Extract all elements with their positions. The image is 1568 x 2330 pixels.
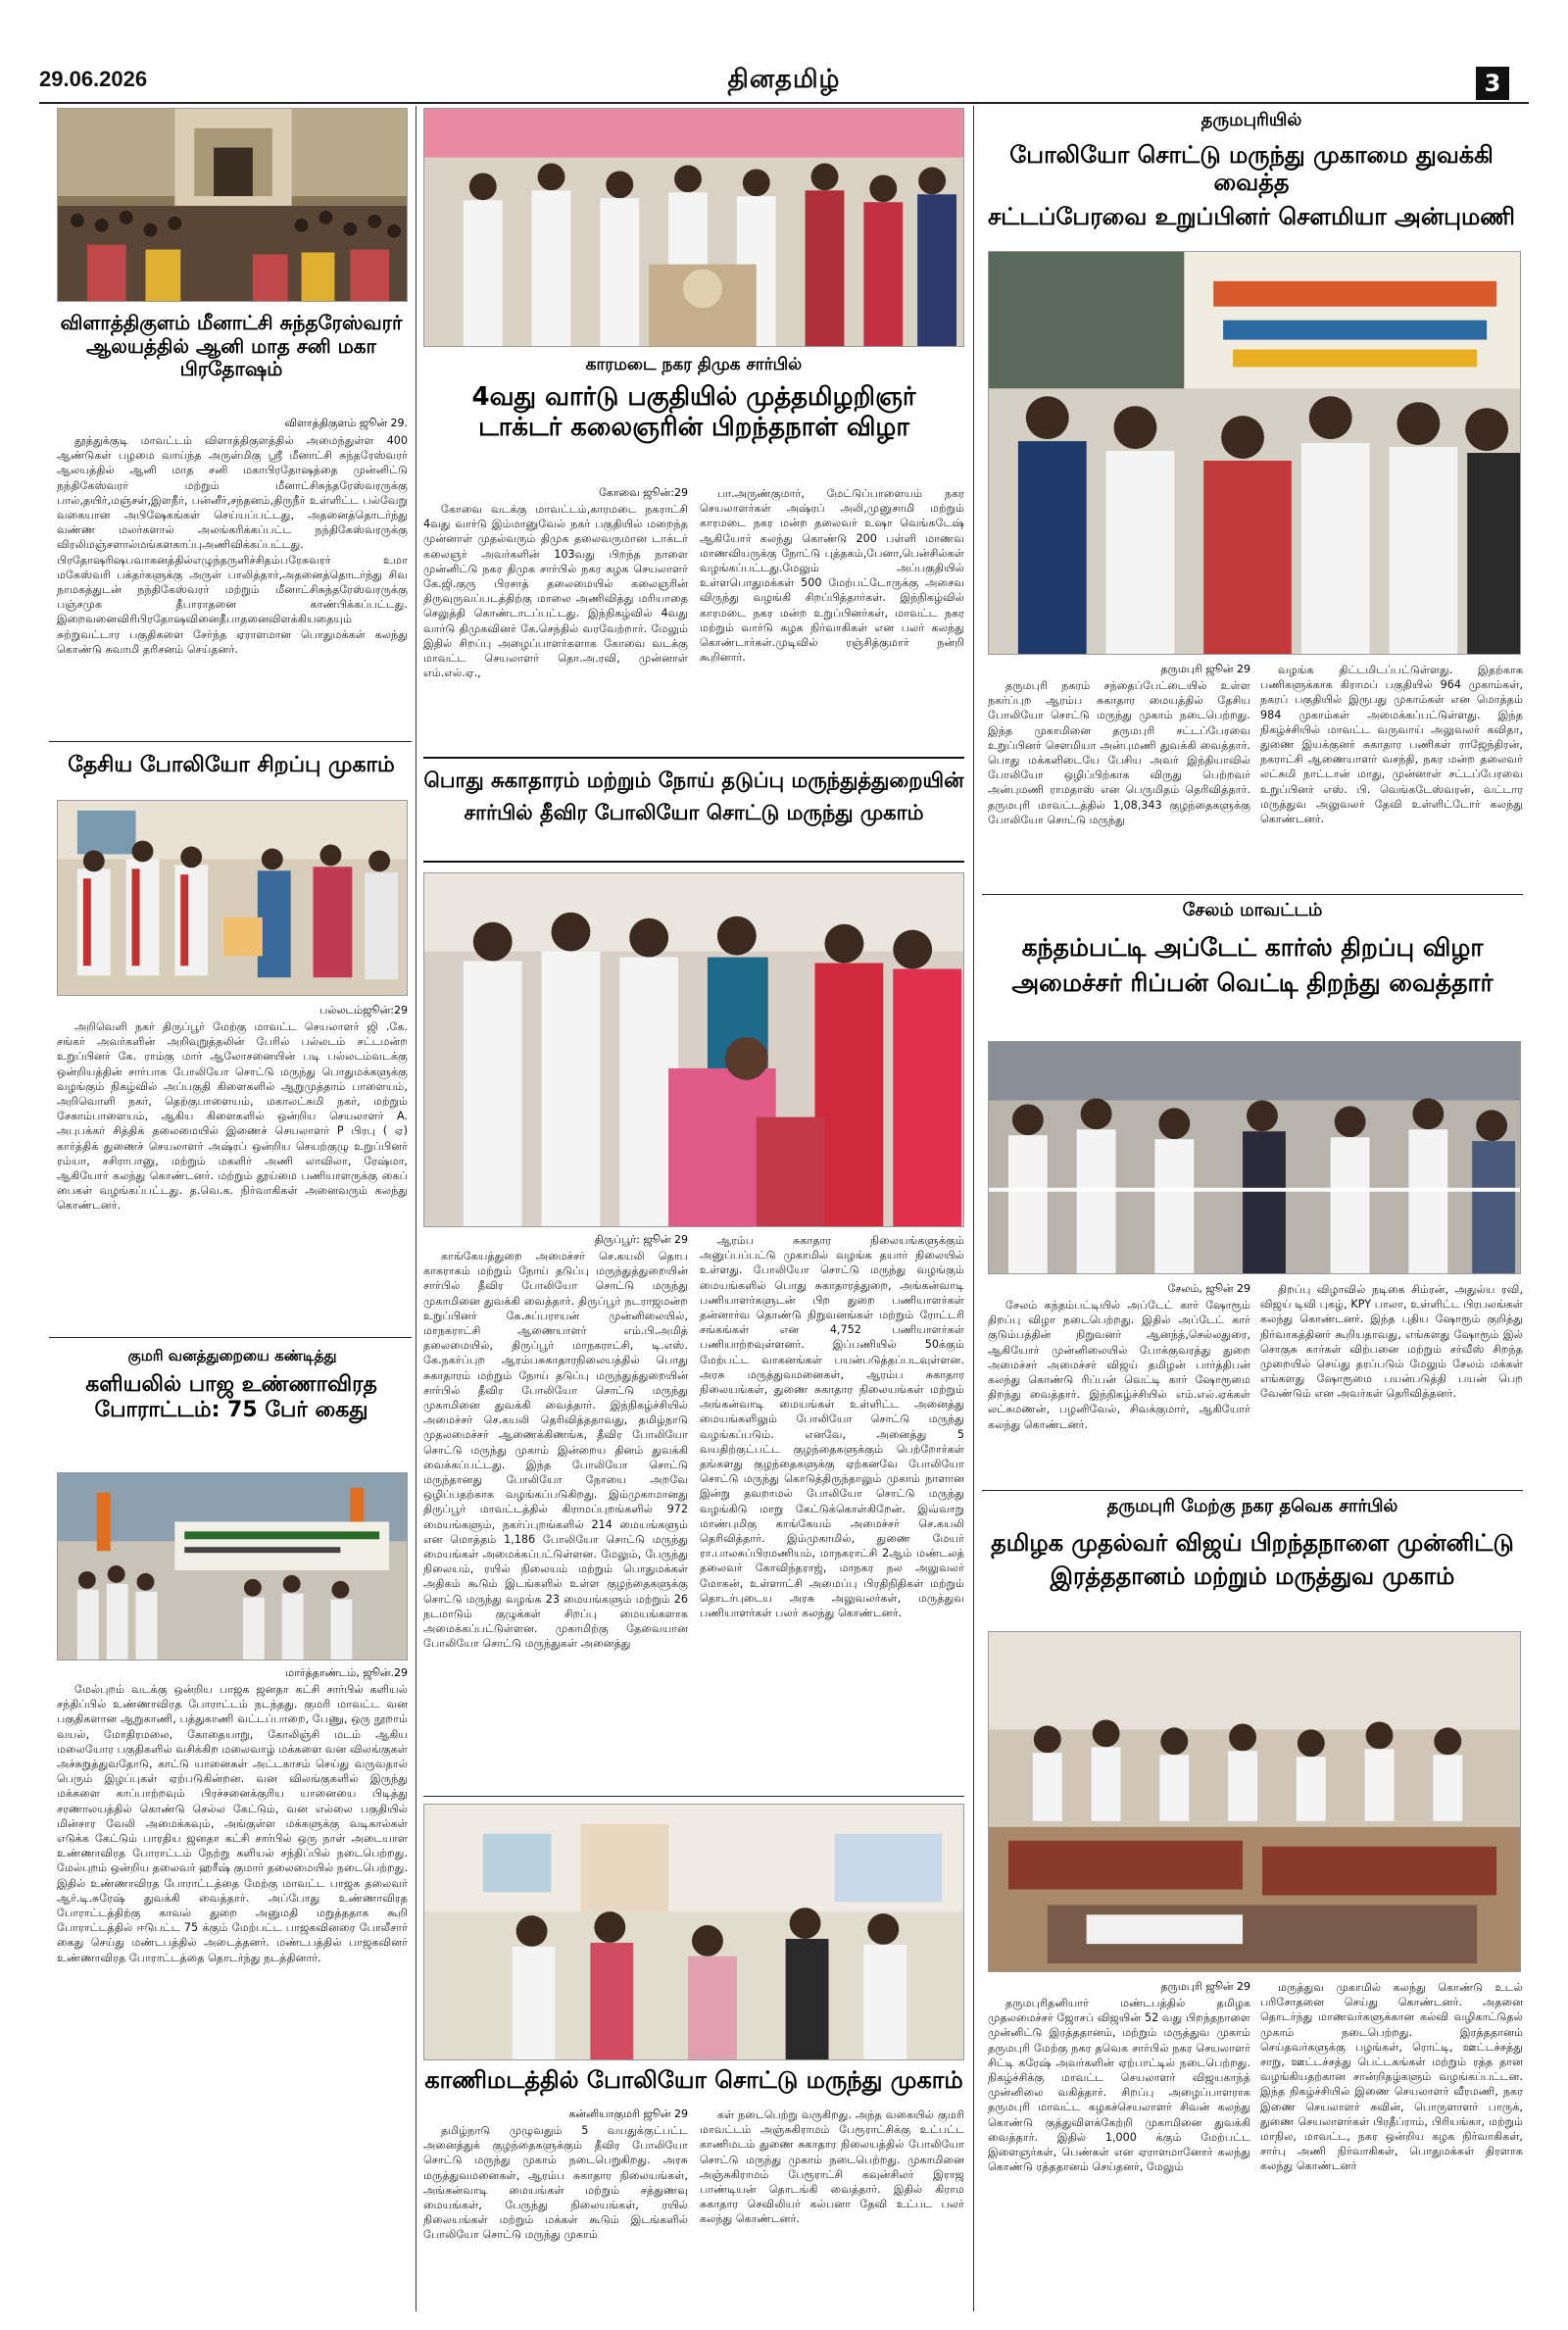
col3-story1-body-left	[988, 678, 1250, 886]
kalaignar-birthday-photo	[423, 108, 964, 347]
showroom-opening-photo	[988, 1041, 1521, 1274]
col2-story1-body-right-text: பா.அருண்குமார், மேட்டுப்பாளையம் நகர செயலாளர்கள் அஷ்ரப் அலி,முனுசாமி மற்றும் காரமடை நகர மன்ற தலைவர் உஷா வெங்கடேஷ் ஆகியோர் கலந்து கொண்டு 200 பள்ளி மாணவ மாணவியருக்கு நோட்டு புத்தகம்,பேனா,பென்சில்கள் வழங்கப்பட்டது.மேலும் அப்பகுதியில் உள்ளபொதுமக்கள் 500 மேற்பட்டோருக்கு அசைவ விருந்து வழங்கி சிறப்பித்தார்கள். இந்நிகழ்வில் காரமடை நகர மன்ற உறுப்பினர்கள், மாவட்ட நகர மற்றும் வார்டு கழக நிர்வாகிகள் என பலர் கலந்து கொண்டார்கள்.முடிவில் ரஞ்சித்குமார் நன்றி கூறினார்.	[700, 487, 964, 665]
col3-story1-body-left-text: தருமபுரி நகரம் சந்தைப்பேட்டையில் உள்ள நகர்ப்புற ஆரம்ப சுகாதார மையத்தில் தேசிய போலியோ சொட்டு மருந்து முகாம் நடைபெற்றது. இந்த முகாமினை தருமபுரி சட்டப்பேரவை உறுப்பினர் சௌமியா அன்புமணி துவக்கி வைத்தார். பொது மக்களிடையே பேசிய அவர் இந்தியாவில் போலியோ ஒழிப்பிற்காக விருது பெற்றவர் அன்புமணி ராமதாஸ் என பெருமிதம் தெரிவித்தார். தருமபுரி மாவட்டத்தில் 1,08,343 குழந்தைகளுக்கு போலியோ சொட்டு மருந்து	[988, 679, 1250, 826]
col3-story3-headline	[982, 1529, 1523, 1591]
story2-body	[57, 1019, 408, 1331]
story2-dateline: பல்லடம்ஜூன்:29	[319, 1004, 408, 1016]
col3-story2-body-left-text: சேலம் கந்தம்பட்டியில் அப்டேட் கார் ஷோரூம் திறப்பு விழா நடைபெற்றது. இதில் அப்டேட் கார் குடும்பத்தின் நிறுவனர் ஆனந்த்,செல்லதுரை, ஆகியோர் முன்னிலையில் போக்குவரத்து துறை அமைச்சர் அமைச்சர் விஜய் தமிழன் பார்த்திபன் கலந்து கொண்டு ரிப்பன் வெட்டி கார் ஷோரூமை திறந்து வைத்தார். இந்நிகழ்ச்சியில் எம்.எல்.ஏக்கள் லட்சுமணன், பழனிவேல், சிவக்குமார், ஆகியோர் கலந்து கொண்டனர்.	[988, 1299, 1250, 1431]
story3-headline-line1: களியலில் பாஜ உண்ணாவிரத	[85, 1372, 377, 1397]
col2-story1-dateline: கோவை ஜூன்:29	[599, 486, 688, 499]
col3-story1-body-right	[1260, 663, 1523, 886]
col3-story2-body-right-text: திறப்பு விழாவில் நடிகை சிம்ரன், அதுல்ய ரவி, விஜய் டிவி புகழ், KPY பாலா, உள்ளிட்ட பிரபலங்கள் கலந்து கொண்டனர். இந்த புதிய ஷோரூம் குறித்து நிர்வாகத்தினர் கூறியதாவது, எங்களது ஷோரூம் இல் சொகுசு கார்கள் விற்பனை மற்றும் சர்வீஸ் சிறந்த முறையில் செய்து தரப்படும் மேலும் சேலம் மக்கள் எங்களது ஷோரூமை பயன்படுத்தி பயன் பெற வேண்டும் என அவர்கள் தெரிவித்தனர்.	[1260, 1283, 1523, 1401]
col3-story3-headline-line1: தமிழக முதல்வர் விஜய் பிறந்தநாளை முன்னிட்டு	[991, 1529, 1514, 1557]
story-divider	[423, 1796, 964, 1797]
col3-story2-body-right	[1260, 1282, 1523, 1482]
col3-story3-headline-line2: இரத்ததானம் மற்றும் மருத்துவ முகாம்	[1050, 1562, 1455, 1591]
story1-headline	[49, 312, 414, 381]
col2-story3-body-right	[700, 2107, 964, 2309]
blood-donation-photo	[988, 1631, 1521, 1972]
column-rule-2	[973, 106, 974, 2311]
col2-story1-body-left-text: கோவை வடக்கு மாவட்டம்,காரமடை நகராட்சி 4வது வார்டு இம்மானுவேல் நகர் பகுதியில் மறைந்த முன்னாள் முதல்வரும் திமுக தலைவருமான டாக்டர் கலைஞர் அவர்களின் 103வது பிறந்த நாளை முன்னிட்டு நகர திமுக சார்பில் நகர கழக செயலாளர் கே.ஜி.குரு பிரசாத் தலைமையில் கலைஞரின் திருவுருவப்படத்திற்கு மாலை அணிவித்து மரியாதை செலுத்தி கொண்டாடப்பட்டது. இந்நிகழ்வில் 4வது வார்டு திமுகவினர் கே.செந்தில் வரவேற்றார். மேலும் இதில் சிறப்பு அழைப்பாளர்களாக கோவை வடக்கு மாவட்ட செயலாளர் தொ.அ.ரவி, முன்னாள் எம்.எல்.ஏ.,	[423, 503, 688, 680]
col2-story1-body-left	[423, 502, 688, 737]
newspaper-logo: தினதமிழ்	[727, 65, 841, 94]
story-divider	[982, 1490, 1523, 1491]
col2-story1-headline-line2: டாக்டர் கலைஞரின் பிறந்தநாள் விழா	[478, 412, 909, 442]
col3-story2-dateline: சேலம், ஜூன் 29	[1167, 1282, 1250, 1295]
polio-camp-photo	[57, 800, 408, 996]
kanimadam-polio-photo	[423, 1804, 964, 2060]
page-number: 3	[1476, 67, 1509, 100]
col2-story1-headline	[423, 382, 964, 442]
story1-dateline: விளாத்திகுளம் ஜூன் 29.	[284, 417, 408, 429]
col2-story2-headline-line1: பொது சுகாதாரம் மற்றும் நோய் தடுப்பு மருந்துத்துறையின்	[423, 768, 964, 792]
col3-story1-headline	[982, 141, 1521, 230]
col3-story2-headline	[982, 933, 1523, 997]
col2-story2-body-left	[423, 1249, 688, 1788]
col3-story3-body-right	[1260, 1980, 1523, 2309]
protest-photo	[57, 1472, 408, 1661]
story-divider	[49, 741, 412, 742]
col3-story2-headline-line2: அமைச்சர் ரிப்பன் வெட்டி திறந்து வைத்தார்	[1011, 967, 1494, 997]
story2-body-text: அறிவெளி நகர் திருப்பூர் மேற்கு மாவட்ட செயலாளர் ஜி .கே. சங்கர் அவர்களின் அறிவுறுத்தலின் பேரில் பல்லடம் சட்டமன்ற உறுப்பினர் கே. ராம்கு மார் ஆலோசனையின் படி பல்லடம்வடக்கு ஒன்றியத்தின் சார்பாக போலியோ சொட்டு மருந்து பொதுமக்களுக்கு வழங்கும் நிகழ்வில் அப்பகுதி கிளைகளில் ஆறுமுத்தாம் பாளையம், அறிவொளி நகர், தெற்குபாளையம், மகாலட்சுமி நகர், மற்றும் சேகாம்பாளையம், ஆகிய கிளைகளில் ஒன்றிய செயலாளர் A. அபுபக்கர் சித்திக் தலைமையில் இணைச் செயலாளர் P பிரபு ( ஏ) கார்த்திக் துணைச் செயலாளர் அஷ்ரப் ஒன்றிய செயற்குழு உறுப்பினர் ரம்யா, சசிராபானு, மற்றும் மகளிர் அணி லாவிலா, ரேஷ்மா, ஆகியோர் கலந்து கொண்டனர். மற்றும் தூய்மை பணியாளருக்கு கைப் பைகள் வழங்கப்பட்டது. த.வெ.க. நிர்வாகிகள் அனைவரும் கலந்து கொண்டனர்.	[57, 1020, 408, 1213]
story3-kicker: குமரி வனத்துறையை கண்டித்து	[127, 1347, 337, 1364]
story3-body	[57, 1682, 408, 2309]
col3-story3-kicker: தருமபுரி மேற்கு நகர தவெக சார்பில்	[1106, 1496, 1398, 1516]
story3-dateline: மார்த்தாண்டம், ஜூன்.29	[285, 1666, 408, 1679]
col3-story2-kicker: சேலம் மாவட்டம்	[1182, 900, 1323, 920]
col3-story3-dateline: தருமபுரி ஜூன் 29	[1160, 1980, 1250, 1993]
col2-story2-body-right-text: ஆரம்ப சுகாதார நிலையங்களுக்கும் அனுப்பப்பட்டு முகாமில் வழங்க தயார் நிலையில் உள்ளது. போலியோ சொட்டு மருந்து வழங்கும் மையங்களில் பொது சுகாதாரத்துறை, அங்கன்வாடி பணியாளர்களுடன் பிற துறை பணியாளர்கள் தன்னார்வ தொண்டு நிறுவனங்கள் மற்றும் ரோட்டரி சங்கங்கள் என 4,752 பணியாளர்கள் பணியாற்றவுள்ளனர். இப்பணியில் 50க்கும் மேற்பட்ட வாகனங்கள் பயன்படுத்தப்படவுள்ளன. அரசு மருத்துவமனைகள், ஆரம்ப சுகாதார நிலையங்கள், துணை சுகாதார நிலையங்கள் மற்றும் அங்கன்வாடி மையங்கள் உள்ளிட்ட அனைத்து மையங்களிலும் போலியோ சொட்டு மருந்து வழங்கப்படும். எனவே, அனைத்து 5 வயதிற்குட்பட்ட குழந்தைகளுக்கும் பெற்றோர்கள் தங்களது குழந்தைகளுக்கு ஏற்கனவே போலியோ சொட்டு மருந்து கொடுத்திருந்தாலும் முகாம் நாளான இன்று தவறாமல் போலியோ சொட்டு மருந்து வழங்கிடு மாறு கேட்டுக்கொள்கிறேன். இவ்வாறு மாண்புமிகு காங்கேயம் அமைச்சர் செ.கயலி தெரிவித்தார். இம்முகாமில், துணை மேயர் ரா.பாலசுப்பிரமணியம், மாநகராட்சி 2ஆம் மண்டலத் தலைவர் கோவிந்தராஜ், மாநகர நல அலுவலர் மோகன், உள்ளாட்சி அமைப்பு பிரதிநிதிகள் மற்றும் தொடர்புடைய அரசு அலுவலர்கள், மருத்துவ பணியாளர்கள் பலர் கலந்து கொண்டனர்.	[700, 1234, 964, 1620]
col3-story1-headline-line1: போலியோ சொட்டு மருந்து முகாமை துவக்கி வைத்த	[1009, 141, 1494, 197]
col2-story2-body-left-text: காங்கேயத்துறை அமைச்சர் செ.கயலி தொப காகராகம் மற்றும் நோய் தடுப்பு மருந்துத்துறையின் சார்பில் தீவிர போலியோ சொட்டு மருந்து முகாமினை துவக்கி வைத்தார். திருப்பூர் நடராஜமன்ற உறுப்பினர் கே.சுப்பராயன் முன்னிலையில், மாநகராட்சி ஆணையாளர் எம்.பி.அமித் தலைமையில், திருப்பூர் மாநகராட்சி, டி.எஸ். கே.நகர்ப்புற ஆரம்பசுகாதாரநிலையத்தில் பொது சுகாதாரம் மற்றும் நோய் தடுப்பு மருந்துத்துறையின் சார்பில் தீவிர போலியோ சொட்டு மருந்து முகாமினை துவக்கி வைத்தார். இந்நிகழ்ச்சியில் அமைச்சர் செ.கயலி தெரிவித்ததாவது, தமிழ்நாடு முதலமைச்சர் ஆணைக்கிணங்க, தீவிர போலியோ சொட்டு மருந்து முகாம் இன்றைய தினம் துவக்கி வைக்கப்பட்டது. இந்த போலியோ சொட்டு மருந்தானது போலியோ நோயை அறவே ஒழிப்பதற்காக வழங்கப்படுகிறது. இம்முகாமானது திருப்பூர் மாவட்டத்தில் கிராமப்புறங்களில் 972 மையங்களும், நகர்ப்புறங்களில் 214 மையங்களும் என மொத்தம் 1,186 போலியோ சொட்டு மருந்து மையங்கள் அமைக்கப்பட்டுள்ளன. மேலும், பேருந்து நிலையம், ரயில் நிலையம் மற்றும் பொதுமக்கள் அதிகம் கூடும் இடங்களில் உள்ள குழந்தைகளுக்கு சொட்டு மருந்து வழங்க 23 மையங்களும் மற்றும் 26 நடமாடும் குழுக்கள் சிறப்பு மையங்களாக அமைக்கப்பட்டுள்ளன. முகாமிற்கு தேவையான போலியோ சொட்டு மருந்துகள் அனைத்து	[423, 1250, 688, 1651]
col3-story1-headline-line2: சட்டப்பேரவை உறுப்பினர் சௌமியா அன்புமணி	[988, 202, 1515, 230]
tiruppur-polio-photo	[423, 872, 964, 1227]
col3-story1-kicker: தருமபுரியில்	[1200, 110, 1302, 130]
story2-headline: தேசிய போலியோ சிறப்பு முகாம்	[68, 753, 395, 777]
story1-body-text: தூத்துக்குடி மாவட்டம் விளாத்திகுளத்தில் அமைந்துள்ள 400 ஆண்டுகள் பழமை வாய்ந்த அருள்மிகு ஸ்ரீ மீனாட்சி சுந்தரேஸ்வரர் ஆலயத்தில் ஆனி மாத சனி மகாபிரதோஷத்தை முன்னிட்டு நந்திகேஸ்வரர் மற்றும் மீனாட்சிசுந்தரேஸ்வரருக்கு பால்,தயிர்,மஞ்சள்,இளநீர், பன்னீர்,சந்தனம்,திருநீர் உள்ளிட்ட பல்வேறு வகையான அபிஷேகங்கள் செய்யப்பட்டது, அதனைத்தொடர்ந்து வண்ண மலர்களால் அலங்கரிக்கப்பட்ட நந்திகேஸ்வரருக்கு விரலிமஞ்சளால்மங்களகாப்புஅணிவிக்கப்பட்டது. பிரதோஷரிஷபவாகனத்தில்எழுந்தருளிச்சிதம்பரேசுவரர் உமா மகேஸ்வரி பக்தர்களுக்கு அருள் பாலித்தார்,அதனைத்தொடர்ந்து சிவ நாமகத்துடன் நந்திகேஸ்வரர் மற்றும் மீனாட்சிசுந்தரேஸ்வரருக்கு பஞ்சமுக தீபாராதனை காண்பிக்கப்பட்டது. இறைவனைவிரிபிரதோஷவினைதீபாதனைவிளக்கியதையும் சுற்றுவட்டார பகுதிகளை சேர்ந்த ஏராளமான பொதுமக்கள் கலந்து கொண்டு சுவாமி தரிசனம் செய்தனர்.	[57, 434, 408, 656]
col2-story2-headline	[423, 757, 964, 863]
temple-crowd-photo	[57, 108, 408, 302]
col3-story3-body-left	[988, 1996, 1250, 2309]
story1-body	[57, 433, 408, 733]
masthead-rule	[39, 102, 1529, 104]
story1-headline-line1: விளாத்திகுளம் மீனாட்சி சுந்தரேஸ்வரர்	[60, 311, 403, 334]
col2-story3-body-right-text: கள் நடைபெற்று வருகிறது. அந்த வகையில் குமரி மாவட்டம் அஞ்சுகிராமம் பேரூராட்சிக்கு உட்பட்ட காணிமடம் துணை சுகாதார நிலையத்தில் போலியோ சொட்டு மருந்து முகாம் நடைபெற்றது. முகாமினை அஞ்சுகிராமம் பேரூராட்சி கவுன்சிலர் இராஜ பாண்டியன் தொடங்கி வைத்தார். இதில் கிராம சுகாதார செவிலியர் கல்பனா தேவி உட்பட பலர் கலந்து கொண்டனர்.	[700, 2108, 964, 2226]
story3-body-text: மேல்புறம் வடக்கு ஒன்றிய பாஜக ஜனதா கட்சி சார்பில் களியல் சந்திப்பில் உண்ணாவிரத போராட்டம் நடந்தது. குமரி மாவட்ட வன பகுதிகளான ஆறுகாணி, பத்துகாணி வட்டப்பாறை, பேணு, ஒரு நூறாம் வயல், மோதிரமலை, கோதையாறு, கோலிஞ்சி மடம் ஆகிய மலையோர பகுதிகளில் வசிக்கிற மலைவாழ் மக்களை வன விலங்குகள் அச்சுறுத்துவதோடு, காட்டு யானைகள் அட்டகாசம் செய்து வருவதால் பெரும் இழப்புகள் ஏற்படுகின்றன. வன விலங்குகளில் இருந்து மக்களை காப்பாற்றவும் பிரச்சனைக்குரிய யானையை பிடித்து சரணாலயத்தில் கொண்டு செல்ல கேட்டும், வன எல்லை பகுதியில் மின்சார வேலி அமைக்கவும், அங்குள்ள மக்களுக்கு வடிகால்கள் எடுக்க கேட்டும் பாரதிய ஜனதா கட்சி சார்பில் ஒரு நாள் அடையாள உண்ணாவிரத போராட்டம் நேற்று களியல் சந்திப்பில் நடைபெற்றது. மேல்புறம் ஒன்றிய தலைவர் ஹரீஷ் குமார் தலைமையில் நடைபெற்றது. இதில் உண்ணாவிரத போராட்டத்தை மேற்கு மாவட்ட பாஜக தலைவர் ஆர்.டி.சுரேஷ் துவக்கி வைத்தார். அப்போது உண்ணாவிரத போராட்டத்திற்கு காவல் துறை அனுமதி மறுத்ததாக கூறி போராட்டத்தில் ஈடுபட்ட 75 க்கும் மேற்பட்ட பாஜகவினரை போலீசார் கைது செய்து மண்டபத்தில் அடைத்தனர். மண்டபத்தில் பாஜகவினர் உண்ணாவிரத போராட்டத்தை தொடர்ந்து நடத்தினார்.	[57, 1683, 408, 1964]
col3-story2-body-left	[988, 1298, 1250, 1482]
story-divider	[49, 1337, 412, 1338]
col3-story3-body-right-text: மருத்துவ முகாமில் கலந்து கொண்டு உடல் பரிசோதனை செய்து கொண்டனர். அதனை தொடர்ந்து மாணவர்களுக்கான கல்வி வழிகாட்டுதல் முகாம் நடைபெற்றது. இரத்ததானம் செய்தவர்களுக்கு பழங்கள், ரொட்டி, ஊட்டச்சத்து சாறு, ஊட்டச்சத்து பெட்டகங்கள் மற்றும் ரத்த தான வழங்கியதற்கான சான்றிதழ்களும் வழங்கப்பட்டன. இந்த நிகழ்ச்சியில் இணை செயலாளர் வீரமணி, நகர இணை செயலாளர் சுவின், பொருளாளர் பாருக், துணை செயலாளர்கள் பிரதீப்ராம், பிரியங்கா, மற்றும் மாநில, மாவட்ட, நகர ஒன்றிய கழக நிர்வாகிகள், சார்பு அணி நிர்வாகிகள், பொதுமக்கள் திரளாக கலந்து கொண்டனர்	[1260, 1981, 1523, 2173]
dharmapuri-polio-photo	[988, 251, 1521, 655]
story1-headline-line2: ஆலயத்தில் ஆனி மாத சனி மகா பிரதோஷம்	[85, 333, 377, 381]
col2-story1-body-right	[700, 486, 964, 737]
col2-story1-headline-line1: 4வது வார்டு பகுதியில் முத்தமிழறிஞர்	[471, 382, 916, 412]
col2-story3-headline: காணிமடத்தில் போலியோ சொட்டு மருந்து முகாம்	[424, 2066, 963, 2094]
col2-story3-body-left	[423, 2123, 688, 2309]
story-divider	[982, 894, 1523, 895]
col2-story2-body-right	[700, 1233, 964, 1788]
col3-story1-body-right-text: வழங்க திட்டமிடப்பட்டுள்ளது. இதற்காக பணிகளுக்காக கிராமப் பகுதியில் 964 முகாம்கள், நகரப் பகுதியில் இருபது முகாம்கள் என மொத்தம் 984 முகாம்கள் அமைக்கப்பட்டுள்ளது. இந்த நிகழ்ச்சியில் மாவட்ட வருவாய் அலுவலர் கவிதா, துணை இயக்குனர் சுகாதார பணிகள் ராஜேந்திரன், நகராட்சி ஆணையாளர் வசந்தி, நகர மன்ற தலைவர் லட்சுமி நாட்டான் மாது, முன்னாள் சட்டப்பேரவை உறுப்பினர் எஸ். பி. வெங்கடேஸ்வரன், வட்டார மருத்துவ அலுவலர் தேவி உள்ளிட்டோர் கலந்து கொண்டனர்.	[1260, 664, 1523, 826]
col2-story2-dateline: திருப்பூர்: ஜூன் 29	[594, 1233, 688, 1246]
issue-date: 29.06.2026	[39, 67, 148, 91]
col2-story3-dateline: கன்னியாகுமரி ஜூன் 29	[568, 2107, 688, 2120]
col2-story1-kicker: காரமடை நகர திமுக சார்பில்	[585, 355, 803, 374]
col3-story2-headline-line1: கந்தம்பட்டி அப்டேட் கார்ஸ் திறப்பு விழா	[1021, 933, 1484, 962]
col3-story1-dateline: தருமபுரி ஜூன் 29	[1160, 663, 1250, 675]
story3-headline	[49, 1372, 414, 1423]
story3-headline-line2: போராட்டம்: 75 பேர் கைது	[94, 1397, 368, 1422]
col2-story2-headline-line2: சார்பில் தீவிர போலியோ சொட்டு மருந்து முகாம்	[464, 800, 924, 824]
col2-story3-body-left-text: தமிழ்நாடு முழுவதும் 5 வயதுக்குட்பட்ட அனைத்துக் குழந்தைகளுக்கும் தீவிர போலியோ சொட்டு மருந்து முகாம் நடைபெறுகிறது. அரசு மருத்துவமனைகள், ஆரம்ப சுகாதார நிலையங்கள், அங்கன்வாடி மையங்கள் மற்றும் சத்துணவு மையங்கள், பேருந்து நிலையங்கள், ரயில் நிலையங்கள் மற்றும் மக்கள் கூடும் இடங்களில் போலியோ சொட்டு மருந்து முகாம்	[423, 2124, 688, 2242]
col3-story3-body-left-text: தருமபுரிதனியார் மண்டபத்தில் தமிழக முதலமைச்சர் ஜோசப் விஜயின் 52 வது பிறந்தநாளை முன்னிட்டு இரத்ததானம், மற்றும் மருத்துவ முகாம் தருமபுரி மேற்கு நகர தவெக சார்பில் நகர செயலாளர் சிட்டி கரேஷ் அவர்களின் ஏற்பாட்டில் நடைபெற்றது. நிகழ்ச்சிக்கு மாவட்ட செயலாளர் விஜயகாந்த் முன்னிலை வகித்தார். சிறப்பு அழைப்பாளராக தருமபுரி மாவட்ட கழகச்செயலாளர் சிவன் கலந்து கொண்டு குத்துவிளக்கேற்றி முகாமினை துவக்கி வைத்தார். இதில் 1,000 க்கும் மேற்பட்ட இளைஞர்கள், பெண்கள் என ஏராளமானோர் கலந்து கொண்டு ரத்ததானம் செய்தனர், மேலும்	[988, 1997, 1250, 2174]
